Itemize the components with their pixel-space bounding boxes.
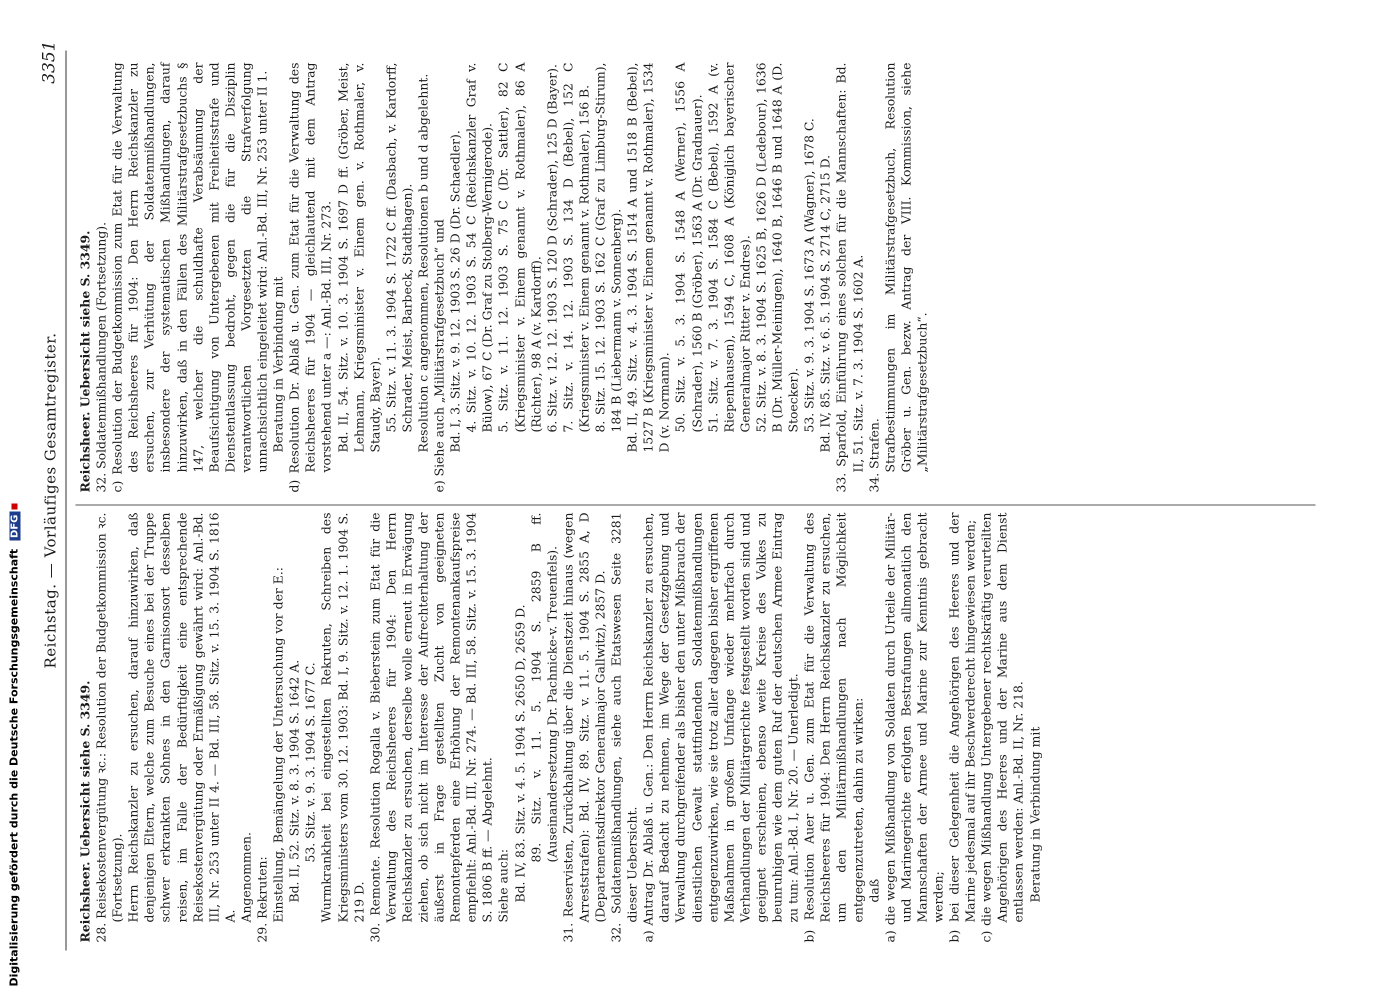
entry-32-e-ref-9: 51. Sitz. v. 7. 3. 1904 S. 1584 C (Bebel), 1592 A (v. Riepenhausen), 1594 C, 1608 A (Königlich bayerischer Generalmajor Ritter v. Endres). xyxy=(705,62,753,433)
entry-32-e-ref-7: Bd. II, 49. Sitz. v. 4. 3. 1904 S. 1514 A und 1518 B (Bebel), 1527 B (Kriegsminister v. Einem genannt v. Rothmaler), 1534 D (v. Normann). xyxy=(624,62,672,453)
entry-30-see-also: Siehe auch: xyxy=(495,849,511,923)
entry-32-b-dass: daß xyxy=(866,878,882,903)
entry-28-title: 28. Reisekostenvergütung ꝛc.: Resolution der Budgetkommission ꝛc. (Fortsetzung). xyxy=(93,512,125,943)
digitization-note xyxy=(8,15,21,987)
entry-32-a: a) Antrag Dr. Ablaß u. Gen.: Den Herrn Reichskanzler zu ersuchen, darauf Bedacht zu nehmen, im Wege der Gesetzgebung und Verwaltung durchgreifender als bisher den unter Mißbrauch der dienstlichen Gewalt stattfindenden Soldatenmißhandlungen entgegenzuwirken, wie sie trotz aller dagegen bisher ergriffenen Maßnahmen in großem Umfange wieder mehrfach durch Verhandlungen der Militärgerichte festgestellt worden sind und geeignet erscheinen, ebenso weite Kreise des Volkes zu beunruhigen wie dem guten Ruf der deutschen Armee Eintrag zu tun: Anl.-Bd. I, Nr. 20. — Unerledigt. xyxy=(640,512,801,943)
entry-32-d-ref-1: Bd. II, 54. Sitz. v. 10. 3. 1904 S. 1697 D ff. (Gröber, Meist, Lehmann, Kriegsminister v. Einem gen. v. Rothmaler, v. Staudy, Bayer). xyxy=(335,62,383,453)
entry-32-d: d) Resolution Dr. Ablaß u. Gen. zum Etat für die Verwaltung des Reichsheeres für 1904 — gleichlautend mit dem Antrag vorstehend unter a —: Anl.-Bd. III, Nr. 273. xyxy=(286,62,334,493)
right-column xyxy=(78,63,931,493)
entry-32-b-beratung: Beratung in Verbindung mit xyxy=(1027,726,1043,903)
running-head: Reichstag. — Vorläufiges Gesamtregister. xyxy=(41,332,60,669)
entry-32-e-ref-6: 8. Sitz. 15. 12. 1903 S. 162 C (Graf zu Limburg-Stirum), 184 B (Liebermann v. Sonnenberg). xyxy=(592,62,624,433)
entry-32-c-beratung: Beratung in Verbindung mit xyxy=(270,276,286,453)
entry-32-b: b) Resolution Auer u. Gen. zum Etat für die Verwaltung des Reichsheeres für 1904: Den Herrn Reichskanzler zu ersuchen, um den Militärmißhandlungen nach Möglichkeit entgegenzutreten, dahin zu wirken: xyxy=(801,512,865,943)
entry-28-text: Herrn Reichskanzler zu ersuchen, darauf hinzuwirken, daß denjenigen Eltern, welche zum Besuche eines bei der Truppe schwer erkrankten Sohnes in den Garnisonsort desselben reisen, im Falle der Bedürftigkeit eine entsprechende Reisekostenvergütung oder Ermäßigung gewährt wird: Anl.-Bd. III, Nr. 253 unter II 4. — Bd. III, 58. Sitz. v. 15. 3. 1904 S. 1816 A. xyxy=(125,512,238,923)
entry-29-ref-1: Bd. II, 52. Sitz. v. 8. 3. 1904 S. 1642 A. xyxy=(286,659,302,903)
entry-32-e-ref-10: 52. Sitz. v. 8. 3. 1904 S. 1625 B, 1626 D (Ledebour), 1636 B (Dr. Müller-Meiningen), 1640 B, 1646 B und 1648 A (D. Stoecker). xyxy=(753,62,801,433)
entry-33-text: 33. Sparfold, Einführung eines solchen für die Mannschaften: Bd. II, 51. Sitz. v. 7. 3. 1904 S. 1602 A. xyxy=(833,62,865,493)
entry-29-ref-2: 53. Sitz. v. 9. 3. 1904 S. 1677 C. xyxy=(302,662,318,863)
page-number: 3351 xyxy=(39,40,60,84)
entry-32-e: e) Siehe auch „Militärstrafgesetzbuch“ und xyxy=(431,219,447,493)
entry-31-text: 31. Reservisten, Zurückhaltung über die Dienstzeit hinaus (wegen Arreststrafen): Bd. IV, 89. Sitz. v. 11. 5. 1904 S. 2855 A, D (Departementsdirektor Generalmajor Gallwitz), 2857 D. xyxy=(560,512,608,943)
entry-32-b-c: c) die wegen Mißhandlung Untergebener rechtskräftig verurteilten Angehörigen des Heeres und der Marine aus dem Dienst entlassen werden: Anl.-Bd. II, Nr. 218. xyxy=(978,512,1026,943)
entry-32-e-ref-4: 6. Sitz. v. 12. 12. 1903 S. 120 D (Schrader), 125 D (Bayer). xyxy=(544,64,560,433)
section-heading-right: Reichsheer. Uebersicht siehe S. 3349. xyxy=(77,230,93,493)
entry-34-title: 34. Strafen. xyxy=(866,418,882,493)
section-heading: Reichsheer. Uebersicht siehe S. 3349. xyxy=(77,680,93,943)
entry-32-e-ref-3: 5. Sitz. v. 11. 12. 1903 S. 75 C (Dr. Sattler), 82 C (Kriegsminister v. Einem genannt v. Rothmaler), 86 A (Richter), 98 A (v. Kardorff). xyxy=(495,62,544,433)
entry-32-e-ref-11: 53. Sitz. v. 9. 3. 1904 S. 1673 A (Wagner), 1678 C. xyxy=(801,118,817,433)
entry-32-b-b: b) bei dieser Gelegenheit die Angehörigen des Heeres und der Marine jedesmal auf ihr Beschwerderecht hingewiesen werden; xyxy=(946,512,978,943)
entry-32-b-a: a) die wegen Mißhandlung von Soldaten durch Urteile der Militär- und Marinegerichte erfolgten Bestrafungen allmonatlich den Mannschaften der Armee und Marine zur Kenntnis gebracht werden; xyxy=(882,512,946,943)
header-rule xyxy=(66,51,67,951)
entry-32-e-ref-1: Bd. I, 3. Sitz. v. 9. 12. 1903 S. 26 D (Dr. Schaedler). xyxy=(447,130,463,453)
entry-29-subhead: Einstellung, Bemängelung der Untersuchung vor der E.: xyxy=(270,567,286,923)
entry-32-continued-title: 32. Soldatenmißhandlungen (Fortsetzung). xyxy=(93,221,109,493)
scanned-page xyxy=(0,1,1383,1001)
left-column xyxy=(78,513,1044,943)
entry-32-e-ref-8: 50. Sitz. v. 5. 3. 1904 S. 1548 A (Werner), 1556 A (Schrader), 1560 B (Gröber), 1563 A (Dr. Gradnauer). xyxy=(672,62,705,433)
dfg-logo: DFG xyxy=(10,512,21,541)
entry-29-text: Wurmkrankheit bei eingestellten Rekruten, Schreiben des Kriegsministers vom 30. 12. 1903: Bd. I, 9. Sitz. v. 12. 1. 1904 S. 219 D. xyxy=(318,512,367,923)
entry-34-text: Strafbestimmungen im Militärstrafgesetzbuch, Resolution Gröber u. Gen. bezw. Antrag der VIII. Kommission, siehe „Militärstrafgesetzbuch“. xyxy=(882,62,930,473)
entry-28-result: Angenommen. xyxy=(238,832,254,923)
dfg-logo-mark-icon xyxy=(12,504,18,510)
entry-32-title: 32. Soldatenmißhandlungen, siehe auch Etatswesen Seite 3281 dieser Uebersicht. xyxy=(608,512,640,943)
entry-29-title: 29. Rekruten: xyxy=(254,856,270,943)
entry-32-d-ref-2: 55. Sitz. v. 11. 3. 1904 S. 1722 C ff. (Dasbach, v. Kardorff, Schrader, Meist, Barbeck, Stadthagen). xyxy=(383,62,415,433)
digitization-note-text: Digitalisierung gefördert durch die Deutsche Forschungsgemeinschaft xyxy=(7,548,21,987)
entry-32-c: c) Resolution der Budgetkommission zum Etat für die Verwaltung des Reichsheeres für 1904: Den Herrn Reichskanzler zu ersuchen, zur Verhütung der Soldatenmißhandlungen, insbesondere der systematischen Mißhandlungen, darauf hinzuwirken, daß in den Fällen des Militärstrafgesetzbuchs § 147, welcher die schuldhafte Verabsäumung der Beaufsichtigung von Untergebenen mit Freiheitsstrafe und Dienstentlassung bedroht, gegen die für die Disziplin verantwortlichen Vorgesetzten die Strafverfolgung unnachsichtlich eingeleitet wird: Anl.-Bd. III, Nr. 253 unter II 1. xyxy=(109,62,270,493)
column-divider xyxy=(76,505,1316,506)
entry-32-e-ref-12: Bd. IV, 85. Sitz. v. 6. 5. 1904 S. 2714 C, 2715 D. xyxy=(817,154,833,453)
entry-32-result: Resolution c angenommen, Resolutionen b und d abgelehnt. xyxy=(415,73,431,453)
entry-30-text: 30. Remonte. Resolution Rogalla v. Bieberstein zum Etat für die Verwaltung des Reichsheeres für 1904: Den Herrn Reichskanzler zu ersuchen, derselbe wolle erneut in Erwägung ziehen, ob sich nicht im Interesse der Aufrechterhaltung der äußerst in Frage gestellten Zucht von geeigneten Remontepferden eine Erhöhung der Remontenankaufspreise empfiehlt: Anl.-Bd. III, Nr. 274. — Bd. III, 58. Sitz. v. 15. 3. 1904 S. 1806 B ff. — Abgelehnt. xyxy=(367,512,495,943)
entry-30-ref-2: 89. Sitz. v. 11. 5. 1904 S. 2859 B ff. (Auseinandersetzung Dr. Pachnicke-v. Treuenfels). xyxy=(528,512,560,863)
entry-32-e-ref-2: 4. Sitz. v. 10. 12. 1903 S. 54 C (Reichskanzler Graf v. Bülow), 67 C (Dr. Graf zu Stolberg-Wernigerode). xyxy=(463,62,495,433)
entry-30-ref-1: Bd. IV, 83. Sitz. v. 4. 5. 1904 S. 2650 D, 2659 D. xyxy=(512,604,528,903)
entry-32-e-ref-5: 7. Sitz. v. 14. 12. 1903 S. 134 D (Bebel), 152 C (Kriegsminister v. Einem genannt v. Rothmaler), 156 B. xyxy=(560,62,592,433)
